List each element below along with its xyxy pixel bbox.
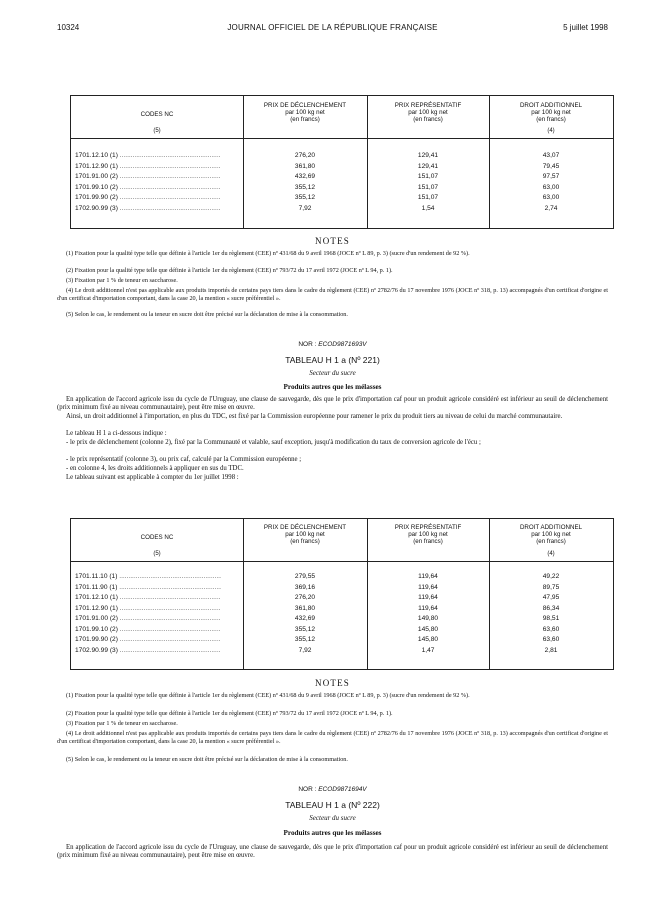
trigger-price-cell: 355,12 <box>294 625 316 633</box>
representative-price-cell: 145,80 <box>417 636 439 643</box>
additional-duty-cell: 63,60 <box>542 636 560 643</box>
representative-price-cell: 1,47 <box>421 646 435 654</box>
col-trigger-price: PRIX DE DÉCLENCHEMENT par 100 kg net (en francs) <box>263 524 347 545</box>
table-row <box>71 635 613 644</box>
sector-subtitle: Secteur du sucre <box>309 369 356 377</box>
page-header <box>57 23 608 35</box>
intro-paragraph: Le tableau suivant est applicable à compter du 1er juillet 1998 : <box>66 474 239 481</box>
table-1-header <box>71 96 613 139</box>
notes-title: NOTES <box>315 236 350 246</box>
bullet-item: - le prix représentatif (colonne 3), ou prix caf, calculé par la Commission européenne ; <box>66 456 302 463</box>
code-nc-cell: 1701.11.10 (1) ..... <box>75 572 221 581</box>
trigger-price-cell: 432,69 <box>294 173 316 180</box>
trigger-price-cell: 279,55 <box>294 573 316 580</box>
col-codes-nc: CODES NC <box>140 111 174 118</box>
col-codes-nc-note: (5) <box>153 551 161 557</box>
trigger-price-cell: 369,16 <box>294 583 316 591</box>
note-4: (4) Le droit additionnel n'est pas applicable aux produits importés de certains pays tiers dans le cadre du règlement (CEE) nº 2782/76 du 17 novembre 1976 (JOCE nº 318, p. 13) accompagnés d'un certificat d'origine et d'un certificat d'importation comportant, dans la case 20, la mention « sucre préférentiel ». <box>57 287 608 302</box>
additional-duty-cell: 79,45 <box>542 162 560 170</box>
representative-price-cell: 149,80 <box>417 615 439 622</box>
additional-duty-cell: 2,81 <box>544 646 558 654</box>
code-nc-cell: 1701.99.90 (2) ..... <box>75 635 221 644</box>
representative-price-cell: 151,07 <box>417 183 439 191</box>
bullet-item: - le prix de déclenchement (colonne 2), fixé par la Communauté et valable, sauf exception, jusqu'à modification du taux de conversion agricole de l'écu ; <box>66 439 481 446</box>
col-trigger-price: PRIX DE DÉCLENCHEMENT par 100 kg net (en francs) <box>263 102 347 123</box>
trigger-price-cell: 361,80 <box>294 162 316 170</box>
journal-title: JOURNAL OFFICIEL DE LA RÉPUBLIQUE FRANÇAISE <box>227 23 438 32</box>
table-row <box>71 604 613 613</box>
trigger-price-cell: 276,20 <box>294 152 316 159</box>
table-row <box>71 151 613 160</box>
col-representative-price: PRIX REPRÉSENTATIF par 100 kg net (en francs) <box>394 524 462 545</box>
col-additional-duty: DROIT ADDITIONNEL par 100 kg net (en francs) <box>519 102 583 123</box>
page-number: 10324 <box>57 23 80 32</box>
note-4: (4) Le droit additionnel n'est pas applicable aux produits importés de certains pays tiers dans le cadre du règlement (CEE) nº 2782/76 du 17 novembre 1976 (JOCE nº 318, p. 13) accompagnés d'un certificat d'origine et d'un certificat d'importation comportant, dans la case 20, la mention « sucre préférentiel ». <box>57 730 608 745</box>
note-3: (3) Fixation par 1 % de teneur en saccharose. <box>66 720 178 727</box>
table-row <box>71 183 613 192</box>
nor-reference: NOR : ECOD9871694V <box>298 786 367 793</box>
additional-duty-cell: 63,60 <box>542 625 560 633</box>
notes-title: NOTES <box>315 678 350 688</box>
code-nc-cell: 1701.99.10 (2) ..... <box>75 625 221 634</box>
col-representative-price: PRIX REPRÉSENTATIF par 100 kg net (en francs) <box>394 102 462 123</box>
additional-duty-cell: 63,00 <box>542 194 560 201</box>
representative-price-cell: 119,64 <box>418 604 438 612</box>
trigger-price-cell: 361,80 <box>294 604 316 612</box>
note-5: (5) Selon le cas, le rendement ou la teneur en sucre doit être précisé sur la déclaration de mise à la consommation. <box>66 756 348 763</box>
code-nc-cell: 1701.11.90 (1) ..... <box>75 583 221 592</box>
table-row <box>71 625 613 634</box>
note-1: (1) Fixation pour la qualité type telle que définie à l'article 1er du règlement (CEE) nº 431/68 du 9 avril 1968 (JOCE nº L 89, p. 3) (sucre d'un rendement de 92 %). <box>66 692 470 699</box>
tableau-title: TABLEAU H 1 a (Nº 222) <box>285 800 380 810</box>
intro-paragraph: Ainsi, un droit additionnel à l'importation, en plus du TDC, est fixé par la Commission européenne pour ramener le prix du produit tiers au niveau de celui du marché communautaire. <box>66 413 563 420</box>
note-1: (1) Fixation pour la qualité type telle que définie à l'article 1er du règlement (CEE) nº 431/68 du 9 avril 1968 (JOCE nº L 89, p. 3) (sucre d'un rendement de 92 %). <box>66 250 470 257</box>
code-nc-cell: 1701.12.10 (1) ..... <box>75 151 221 160</box>
table-row <box>71 614 613 623</box>
col-codes-nc-note: (5) <box>153 128 161 134</box>
trigger-price-cell: 355,12 <box>294 636 316 643</box>
trigger-price-cell: 276,20 <box>294 594 316 601</box>
table-row <box>71 572 613 581</box>
code-nc-cell: 1701.12.10 (1) ..... <box>75 593 221 602</box>
products-heading: Produits autres que les mélasses <box>283 829 382 837</box>
representative-price-cell: 129,41 <box>417 152 439 159</box>
code-nc-cell: 1701.99.90 (2) ..... <box>75 193 221 202</box>
additional-duty-cell: 47,95 <box>542 594 560 601</box>
trigger-price-cell: 432,69 <box>294 615 316 622</box>
note-3: (3) Fixation par 1 % de teneur en saccharose. <box>66 277 178 284</box>
code-nc-cell: 1701.12.90 (1) ..... <box>75 162 221 171</box>
additional-duty-cell: 2,74 <box>544 204 558 212</box>
trigger-price-cell: 355,12 <box>294 183 316 191</box>
additional-duty-cell: 89,75 <box>542 583 560 591</box>
table-row <box>71 162 613 171</box>
code-nc-cell: 1701.12.90 (1) ..... <box>75 604 221 613</box>
table-2-header <box>71 519 613 562</box>
note-2: (2) Fixation pour la qualité type telle que définie à l'article 1er du règlement (CEE) nº 793/72 du 17 avril 1972 (JOCE nº L 94, p. 1). <box>66 267 393 274</box>
representative-price-cell: 129,41 <box>417 162 439 170</box>
table-row <box>71 583 613 592</box>
note-2: (2) Fixation pour la qualité type telle que définie à l'article 1er du règlement (CEE) nº 793/72 du 17 avril 1972 (JOCE nº L 94, p. 1). <box>66 710 393 717</box>
table-2 <box>70 518 614 670</box>
table-row <box>71 193 613 202</box>
additional-duty-cell: 49,22 <box>542 573 560 580</box>
code-nc-cell: 1702.90.99 (3) ..... <box>75 204 221 213</box>
additional-duty-cell: 98,51 <box>542 615 560 622</box>
code-nc-cell: 1701.91.00 (2) ..... <box>75 614 221 623</box>
table-row <box>71 646 613 655</box>
col-additional-duty-note: (4) <box>547 551 555 557</box>
nor-reference: NOR : ECOD9871693V <box>298 341 367 348</box>
representative-price-cell: 145,80 <box>417 625 439 633</box>
bullet-item: - en colonne 4, les droits additionnels à appliquer en sus du TDC. <box>66 465 244 472</box>
additional-duty-cell: 63,00 <box>542 183 560 191</box>
note-5: (5) Selon le cas, le rendement ou la teneur en sucre doit être précisé sur la déclaration de mise à la consommation. <box>66 311 348 318</box>
code-nc-cell: 1701.99.10 (2) ..... <box>75 183 221 192</box>
col-additional-duty: DROIT ADDITIONNEL par 100 kg net (en francs) <box>519 524 583 545</box>
sector-subtitle: Secteur du sucre <box>309 814 356 822</box>
trigger-price-cell: 7,92 <box>298 204 312 212</box>
table-row <box>71 593 613 602</box>
intro-paragraph: Le tableau H 1 a ci-dessous indique : <box>66 430 167 437</box>
col-additional-duty-note: (4) <box>547 128 555 134</box>
additional-duty-cell: 86,34 <box>542 604 560 612</box>
col-codes-nc: CODES NC <box>140 534 174 541</box>
representative-price-cell: 119,64 <box>418 594 438 601</box>
code-nc-cell: 1702.90.99 (3) ..... <box>75 646 221 655</box>
intro-paragraph: En application de l'accord agricole issu du cycle de l'Uruguay, une clause de sauvegarde, dès que le prix d'importation caf pour un produit agricole considéré est inférieur au seuil de déclenchement (prix minimum fixé au niveau communautaire), peut être mise en œuvre. <box>57 844 608 860</box>
trigger-price-cell: 355,12 <box>294 194 316 201</box>
issue-date: 5 juillet 1998 <box>563 23 608 32</box>
table-1 <box>70 95 614 229</box>
representative-price-cell: 119,64 <box>418 573 438 580</box>
trigger-price-cell: 7,92 <box>298 646 312 654</box>
table-row <box>71 204 613 213</box>
representative-price-cell: 1,54 <box>421 204 435 212</box>
additional-duty-cell: 97,57 <box>542 173 560 180</box>
table-row <box>71 172 613 181</box>
representative-price-cell: 119,64 <box>418 583 438 591</box>
intro-paragraph: En application de l'accord agricole issu du cycle de l'Uruguay, une clause de sauvegarde, dès que le prix d'importation caf pour un produit agricole considéré est inférieur au seuil de déclenchement (prix minimum fixé au niveau communautaire), peut être mise en œuvre. <box>57 396 608 412</box>
code-nc-cell: 1701.91.00 (2) ..... <box>75 172 221 181</box>
products-heading: Produits autres que les mélasses <box>283 383 382 391</box>
additional-duty-cell: 43,07 <box>542 152 560 159</box>
tableau-title: TABLEAU H 1 a (Nº 221) <box>285 355 380 365</box>
representative-price-cell: 151,07 <box>417 194 439 201</box>
representative-price-cell: 151,07 <box>417 173 439 180</box>
